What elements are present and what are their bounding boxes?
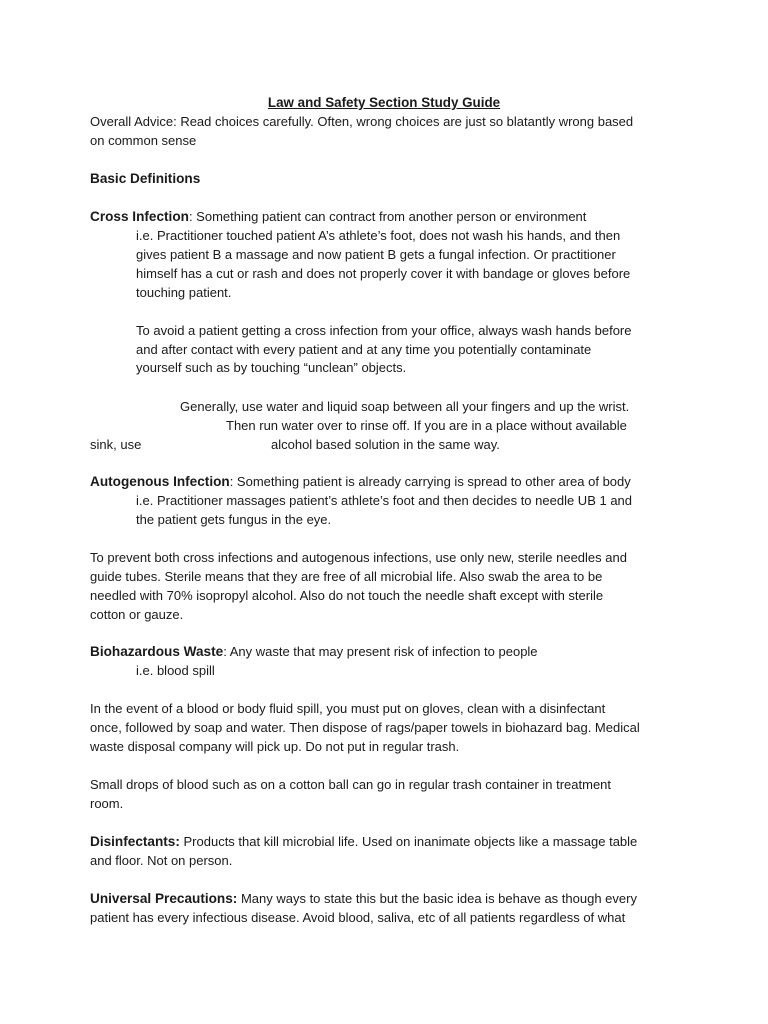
overall-advice-line-1: Overall Advice: Read choices carefully. Often, wrong choices are just so blatantly wrong based [90, 114, 634, 129]
hand-wash-line-3b: alcohol based solution in the same way. [271, 437, 500, 452]
hand-wash-line-1: Generally, use water and liquid soap between all your fingers and up the wrist. [180, 399, 630, 414]
biohazardous-waste-text: : Any waste that may present risk of infection to people [223, 644, 538, 659]
cross-infection-example-line-4: touching patient. [136, 285, 232, 300]
disinfectants-text: Products that kill microbial life. Used on inanimate objects like a massage table [179, 834, 638, 849]
cross-infection-definition [90, 207, 586, 226]
autogenous-infection-text: : Something patient is already carrying is spread to other area of body [229, 474, 631, 489]
prevent-both-line-3: needled with 70% isopropyl alcohol. Also do not touch the needle shaft except with sterile [90, 588, 604, 603]
small-drops-line-2: room. [90, 796, 124, 811]
cross-infection-text: : Something patient can contract from another person or environment [188, 209, 587, 224]
biohazardous-waste-term: Biohazardous Waste [90, 644, 224, 659]
cross-infection-avoid-line-2: and after contact with every patient and at any time you potentially contaminate [136, 342, 592, 357]
universal-precautions-line-2: patient has every infectious disease. Avoid blood, saliva, etc of all patients regardless of what [90, 910, 626, 925]
hand-wash-line-3a: sink, use [90, 437, 142, 452]
cross-infection-term: Cross Infection [90, 209, 189, 224]
cross-infection-example-line-3: himself has a cut or rash and does not properly cover it with bandage or gloves before [136, 266, 631, 281]
autogenous-infection-term: Autogenous Infection [90, 474, 230, 489]
document-title: Law and Safety Section Study Guide [267, 95, 501, 110]
spill-line-3: waste disposal company will pick up. Do not put in regular trash. [90, 739, 460, 754]
disinfectants-term: Disinfectants: [90, 834, 180, 849]
overall-advice-line-2: on common sense [90, 133, 197, 148]
cross-infection-example-line-2: gives patient B a massage and now patient B gets a fungal infection. Or practitioner [136, 247, 616, 262]
universal-precautions-definition [90, 889, 637, 908]
small-drops-line-1: Small drops of blood such as on a cotton ball can go in regular trash container in treatment [90, 777, 612, 792]
prevent-both-line-4: cotton or gauze. [90, 607, 184, 622]
universal-precautions-text: Many ways to state this but the basic idea is behave as though every [237, 891, 637, 906]
universal-precautions-term: Universal Precautions: [90, 891, 238, 906]
basic-definitions-heading: Basic Definitions [90, 171, 201, 186]
spill-line-2: once, followed by soap and water. Then dispose of rags/paper towels in biohazard bag. Medical [90, 720, 640, 735]
disinfectants-definition [90, 832, 637, 851]
spill-line-1: In the event of a blood or body fluid spill, you must put on gloves, clean with a disinfectant [90, 701, 606, 716]
disinfectants-line-2: and floor. Not on person. [90, 853, 233, 868]
prevent-both-line-2: guide tubes. Sterile means that they are free of all microbial life. Also swab the area to be [90, 569, 603, 584]
prevent-both-line-1: To prevent both cross infections and autogenous infections, use only new, sterile needles and [90, 550, 627, 565]
hand-wash-line-2: Then run water over to rinse off. If you are in a place without available [226, 418, 627, 433]
cross-infection-avoid-line-3: yourself such as by touching “unclean” objects. [136, 360, 407, 375]
biohazardous-waste-example: i.e. blood spill [136, 663, 215, 678]
autogenous-infection-definition [90, 472, 631, 491]
biohazardous-waste-definition [90, 642, 538, 661]
cross-infection-example-line-1: i.e. Practitioner touched patient A’s athlete’s foot, does not wash his hands, and then [136, 228, 621, 243]
autogenous-example-line-1: i.e. Practitioner massages patient’s athlete’s foot and then decides to needle UB 1 and [136, 493, 633, 508]
autogenous-example-line-2: the patient gets fungus in the eye. [136, 512, 332, 527]
cross-infection-avoid-line-1: To avoid a patient getting a cross infection from your office, always wash hands before [136, 323, 632, 338]
